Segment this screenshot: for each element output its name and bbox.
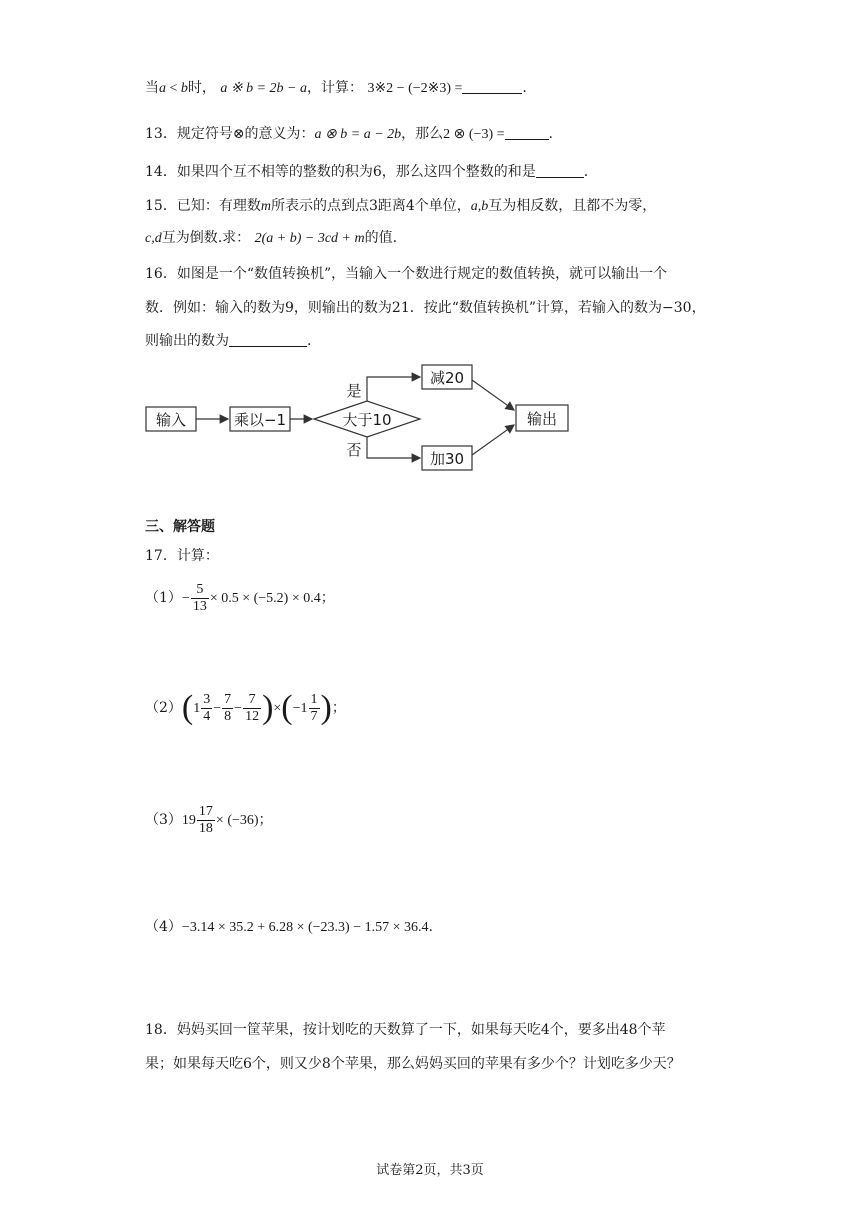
q13-definition: a ⊗ b = a − 2b [314,127,402,142]
question-16-line-2: 数．例如：输入的数为9，则输出的数为21．按此“数值转换机”计算，若输入的数为−30， [145,300,706,316]
question-17-part-4 [145,917,433,938]
q12-calc-label: ，计算： [306,80,363,96]
fraction [222,692,233,725]
p1-expression: × 0.5 × (−5.2) × 0.4 [209,591,321,606]
q13-expression: 2 ⊗ (−3) = [443,127,505,142]
denominator: 12 [245,708,260,724]
denominator: 18 [198,820,213,836]
answer-blank[interactable] [536,163,584,178]
answer-blank[interactable] [229,332,307,347]
question-13 [145,124,553,145]
fraction [191,582,209,615]
p2-end: ； [331,700,346,716]
q15-expression: 2(a + b) − 3cd + m [254,231,365,246]
left-paren: ( [281,689,293,726]
question-15-line-2 [145,228,397,249]
fraction [197,804,215,837]
minus-sign: − [234,701,243,716]
q15-var-cd: c,d [145,231,162,246]
page-footer: 试卷第2页，共3页 [376,1163,484,1178]
question-18-line-1: 18．妈妈买回一筐苹果，按计划吃的天数算了一下，如果每天吃4个，要多出48个苹 [145,1022,666,1038]
denominator: 8 [224,708,232,724]
section-title: 三、解答题 [145,519,215,535]
q15-var-m: m [260,199,271,214]
p1-sign: − [181,591,190,606]
part-label: （1） [145,590,182,606]
mixed-whole: 19 [181,813,196,828]
numerator: 7 [243,692,261,709]
q12-cond-lt: < [166,81,181,96]
answer-blank[interactable] [462,79,522,94]
question-17-part-1 [145,578,335,619]
part-label: （4） [145,919,182,935]
answer-blank[interactable] [505,125,549,140]
q12-shi: 时， [187,80,216,96]
fraction [243,692,261,725]
denominator: 4 [203,708,211,724]
q15-text-c: 互为相反数，且都不为零， [488,198,657,214]
q12-expression: 3※2 − (−2※3) = [367,81,463,96]
numerator: 17 [198,803,213,819]
question-12-line [145,78,527,99]
q12-cond-a: a [159,81,166,96]
p4-end: . [428,919,433,935]
denominator: 7 [310,708,318,724]
subtract-label: 减20 [429,369,465,387]
left-paren: ( [181,689,194,726]
question-14 [145,162,588,182]
q15-text-a: 15．已知：有理数 [145,198,261,214]
denominator: 13 [192,598,207,614]
fraction [201,692,212,725]
input-label: 输入 [155,411,187,429]
part-label: （3） [145,812,182,828]
q15-text-e: 的值. [364,230,398,246]
q12-end: . [522,80,527,96]
q12-cond-b: b [180,81,188,96]
fraction [309,692,320,725]
mixed-whole: −1 [292,701,308,716]
q13-end: . [548,126,553,142]
q14-end: . [583,164,589,180]
question-18-line-2: 果；如果每天吃6个，则又少8个苹果，那么妈妈买回的苹果有多少个？计划吃多少天？ [145,1056,681,1072]
q16-text: 则输出的数为 [145,333,229,349]
q14-text: 14．如果四个互不相等的整数的积为6，那么这四个整数的和是 [145,164,536,180]
yes-arrow [367,377,420,401]
output-label: 输出 [526,410,558,428]
q15-text-b: 所表示的点到点3距离4个单位， [270,198,471,214]
question-16-line-3 [145,331,311,351]
times-sign: × [273,701,282,716]
arrow [472,380,514,410]
right-paren: ) [320,689,332,726]
q12-prefix: 当 [145,80,159,96]
numerator: 1 [310,691,318,707]
add-label: 加30 [429,450,465,468]
q16-end: . [307,333,312,349]
minus-sign: − [213,701,222,716]
question-16-line-1: 16．如图是一个“数值转换机”，当输入一个数进行规定的数值转换，就可以输出一个 [145,266,668,282]
numerator: 7 [224,691,232,707]
numerator: 3 [203,691,211,707]
question-17-part-3 [145,800,273,841]
conversion-flowchart [140,360,580,480]
yes-label: 是 [346,382,362,400]
q15-text-d: 互为倒数.求： [161,230,251,246]
no-label: 否 [346,441,362,459]
no-arrow [367,437,420,458]
question-17-title: 17．计算： [145,548,219,564]
mixed-whole: 1 [193,701,201,716]
q13-mid: ，那么 [401,126,444,142]
p4-expression: −3.14 × 35.2 + 6.28 × (−23.3) − 1.57 × 36.4 [181,920,429,935]
p1-end: ； [320,590,335,606]
multiply-label: 乘以−1 [233,411,287,429]
q13-text: 13．规定符号⊗的意义为： [145,126,315,142]
q15-var-ab: a,b [470,199,489,214]
numerator: 5 [191,582,209,599]
p3-end: ； [258,812,273,828]
question-17-part-2 [145,686,346,731]
part-label: （2） [145,700,182,716]
right-paren: ) [262,689,274,726]
arrow [472,425,514,455]
question-15-line-1 [145,196,656,217]
decision-label: 大于10 [342,411,392,429]
q12-definition: a ※ b = 2b − a [220,81,307,96]
p3-expression: × (−36) [215,813,259,828]
